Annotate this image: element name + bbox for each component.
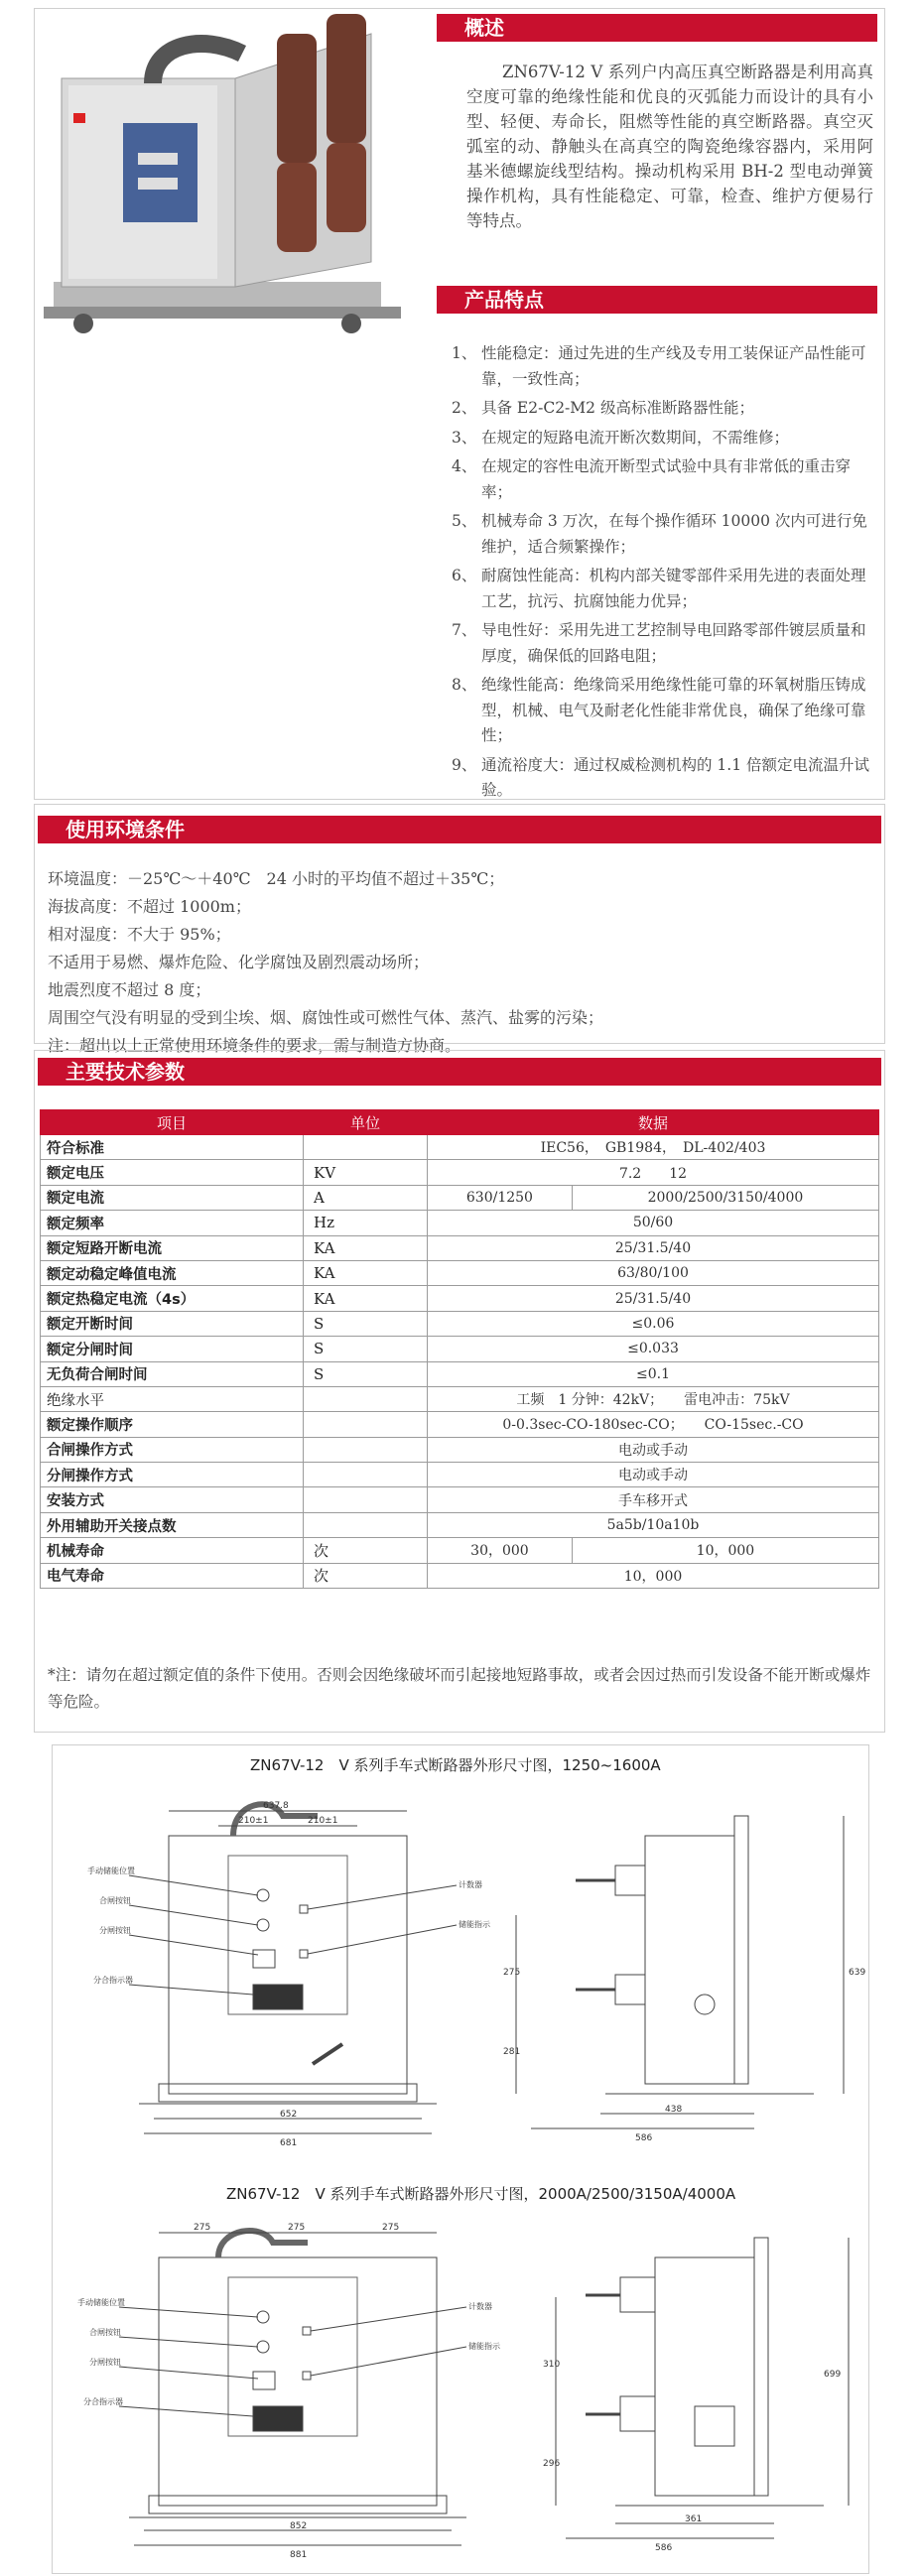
dim-span1: 210±1 <box>238 1816 269 1826</box>
spec-value: ≤0.06 <box>428 1311 879 1336</box>
spec-unit: S <box>304 1361 428 1386</box>
env-line: 不适用于易燃、爆炸危险、化学腐蚀及剧烈震动场所； <box>48 953 430 971</box>
dim-width2: 681 <box>280 2138 298 2148</box>
feature-item: 1、 性能稳定：通过先进的生产线及专用工装保证产品性能可靠，一致性高； <box>452 344 866 388</box>
label2-close-button: 合闸按钮 <box>89 2328 121 2337</box>
spec-value: 10，000 <box>572 1538 878 1563</box>
label2-storage-indicator: 储能指示 <box>468 2342 500 2351</box>
table-row <box>41 1412 879 1437</box>
spec-unit <box>304 1135 428 1160</box>
spec-value: 50/60 <box>428 1211 879 1235</box>
spec-name: 额定开断时间 <box>41 1311 304 1336</box>
spec-value: 0-0.3sec-CO-180sec-CO； CO-15sec.-CO <box>428 1412 879 1437</box>
spec-value: 电动或手动 <box>428 1437 879 1462</box>
spec-value: 25/31.5/40 <box>428 1286 879 1311</box>
feature-item: 4、 在规定的容性电流开断型式试验中具有非常低的重击穿率； <box>452 457 852 501</box>
table-row <box>41 1361 879 1386</box>
table-row <box>41 1512 879 1537</box>
drawing-title-2: ZN67V-12 V 系列手车式断路器外形尺寸图，2000A/2500/3150A/4000A <box>226 2185 736 2203</box>
table-row <box>41 1286 879 1311</box>
dim-width1: 652 <box>280 2110 298 2120</box>
spec-name: 额定电压 <box>41 1160 304 1185</box>
side-width1: 438 <box>665 2105 683 2115</box>
table-row <box>41 1437 879 1462</box>
feature-item: 5、 机械寿命 3 万次，在每个操作循环 10000 次内可进行免维护，适合频繁操作； <box>452 512 867 556</box>
spec-unit: KV <box>304 1160 428 1185</box>
dim2-s2: 275 <box>288 2223 306 2233</box>
env-line: 周围空气没有明显的受到尘埃、烟、腐蚀性或可燃性气体、蒸汽、盐雾的污染； <box>48 1008 604 1027</box>
side2-width1: 361 <box>685 2514 703 2524</box>
spec-unit <box>304 1512 428 1537</box>
table-row <box>41 1487 879 1512</box>
spec-name: 合闸操作方式 <box>41 1437 304 1462</box>
spec-unit: KA <box>304 1286 428 1311</box>
specs-note: *注：请勿在超过额定值的条件下使用。否则会因绝缘破坏而引起接地短路事故，或者会因过热而引发设备不能开断或爆炸等危险。 <box>48 1666 871 1711</box>
specs-heading-bar <box>38 1058 881 1086</box>
table-row <box>41 1211 879 1235</box>
env-line: 海拔高度：不超过 1000m； <box>48 897 251 916</box>
overview-intro: ZN67V-12 V 系列户内高压真空断路器是利用高真空度可靠的绝缘性能和优良的灭弧能力而设计的具有小型、轻便、寿命长，阻燃等性能的真空断路器。真空灭弧室的动、静触头在高真空的陶瓷绝缘容器内，采用阿基米德螺旋线型结构。操动机构采用 BH-2 型电动弹簧操作机构，具有性能稳定、可靠，检查、维护方便易行等特点。 <box>466 63 873 230</box>
spec-name: 额定分闸时间 <box>41 1337 304 1361</box>
dimension-drawing-2 <box>60 2208 863 2565</box>
feature-item: 7、 导电性好：采用先进工艺控制导电回路零部件镀层质量和厚度，确保低的回路电阻； <box>452 621 866 665</box>
table-row <box>41 1160 879 1185</box>
spec-unit: S <box>304 1311 428 1336</box>
side2-height1: 310 <box>543 2360 561 2370</box>
env-line: 注：超出以上正常使用环境条件的要求，需与制造方协商。 <box>48 1036 461 1055</box>
spec-name: 电气寿命 <box>41 1563 304 1588</box>
spec-name: 绝缘水平 <box>41 1386 304 1411</box>
spec-unit <box>304 1412 428 1437</box>
environment-heading: 使用环境条件 <box>66 818 185 841</box>
side2-height2: 296 <box>543 2459 561 2469</box>
spec-name: 分闸操作方式 <box>41 1463 304 1487</box>
env-line: 相对湿度：不大于 95%； <box>48 925 231 944</box>
table-row <box>41 1563 879 1588</box>
overview-heading-bar <box>437 14 877 42</box>
label-close-button: 合闸按钮 <box>99 1896 131 1905</box>
spec-unit: 次 <box>304 1538 428 1563</box>
label2-indicator: 分合指示器 <box>83 2397 123 2406</box>
spec-value: ≤0.1 <box>428 1361 879 1386</box>
spec-unit: KA <box>304 1260 428 1285</box>
spec-value: 2000/2500/3150/4000 <box>572 1185 878 1210</box>
feature-item: 8、 绝缘性能高：绝缘筒采用绝缘性能可靠的环氧树脂压铸成型，机械、电气及耐老化性能非常优良，确保了绝缘可靠性； <box>452 676 866 744</box>
spec-name: 额定频率 <box>41 1211 304 1235</box>
label2-open-button: 分闸按钮 <box>89 2358 121 2367</box>
specs-heading: 主要技术参数 <box>66 1060 185 1084</box>
overview-heading: 概述 <box>464 16 504 40</box>
dim-span2: 210±1 <box>308 1816 338 1826</box>
label-storage-indicator: 储能指示 <box>459 1920 490 1929</box>
features-heading-bar <box>437 286 877 314</box>
feature-item: 9、 通流裕度大：通过权威检测机构的 1.1 倍额定电流温升试验。 <box>452 755 870 799</box>
table-row <box>41 1185 879 1210</box>
spec-name: 额定热稳定电流（4s） <box>41 1286 304 1311</box>
spec-value: 10，000 <box>428 1563 879 1588</box>
spec-unit: KA <box>304 1235 428 1260</box>
col-item: 项目 <box>41 1110 304 1135</box>
spec-value: 手车移开式 <box>428 1487 879 1512</box>
spec-value: 工频 1 分钟：42kV； 雷电冲击：75kV <box>428 1386 879 1411</box>
label-manual-storage: 手动储能位置 <box>87 1867 135 1875</box>
specs-table <box>40 1109 879 1589</box>
table-row <box>41 1235 879 1260</box>
table-row <box>41 1337 879 1361</box>
spec-value: 电动或手动 <box>428 1463 879 1487</box>
spec-value: IEC56， GB1984， DL-402/403 <box>428 1135 879 1160</box>
spec-unit <box>304 1487 428 1512</box>
environment-list <box>48 865 871 1060</box>
side-height1: 275 <box>503 1968 521 1978</box>
spec-name: 额定动稳定峰值电流 <box>41 1260 304 1285</box>
spec-value: 630/1250 <box>428 1185 573 1210</box>
spec-value: 30，000 <box>428 1538 573 1563</box>
spec-name: 机械寿命 <box>41 1538 304 1563</box>
col-data: 数据 <box>428 1110 879 1135</box>
table-row <box>41 1311 879 1336</box>
label-counter: 计数器 <box>459 1880 482 1889</box>
breaker-product-photo <box>44 14 431 341</box>
feature-item: 2、 具备 E2-C2-M2 级高标准断路器性能； <box>452 399 754 417</box>
spec-name: 无负荷合闸时间 <box>41 1361 304 1386</box>
environment-heading-bar <box>38 816 881 843</box>
dim-top: 637.8 <box>263 1801 289 1811</box>
table-row <box>41 1538 879 1563</box>
spec-name: 额定短路开断电流 <box>41 1235 304 1260</box>
spec-unit: 次 <box>304 1563 428 1588</box>
side-height2: 281 <box>503 2047 521 2057</box>
side-width2: 586 <box>635 2133 653 2143</box>
dim2-s3: 275 <box>382 2223 400 2233</box>
table-row <box>41 1135 879 1160</box>
spec-value: 7.2 12 <box>428 1160 879 1185</box>
spec-name: 额定操作顺序 <box>41 1412 304 1437</box>
drawing-title-1: ZN67V-12 V 系列手车式断路器外形尺寸图，1250~1600A <box>250 1756 661 1774</box>
label2-manual-storage: 手动储能位置 <box>77 2298 125 2307</box>
spec-name: 符合标准 <box>41 1135 304 1160</box>
spec-unit <box>304 1386 428 1411</box>
spec-value: ≤0.033 <box>428 1337 879 1361</box>
spec-unit <box>304 1437 428 1462</box>
feature-item: 6、 耐腐蚀性能高：机构内部关键零部件采用先进的表面处理工艺，抗污、抗腐蚀能力优异； <box>452 567 866 610</box>
spec-name: 安装方式 <box>41 1487 304 1512</box>
table-row <box>41 1386 879 1411</box>
spec-unit <box>304 1463 428 1487</box>
dim2-s1: 275 <box>194 2223 211 2233</box>
spec-unit: S <box>304 1337 428 1361</box>
features-heading: 产品特点 <box>464 288 544 312</box>
feature-item: 3、 在规定的短路电流开断次数期间，不需维修； <box>452 428 790 447</box>
spec-value: 5a5b/10a10b <box>428 1512 879 1537</box>
side-total: 639 <box>849 1968 866 1978</box>
side2-total: 699 <box>824 2370 842 2380</box>
spec-name: 外用辅助开关接点数 <box>41 1512 304 1537</box>
table-row <box>41 1260 879 1285</box>
spec-name: 额定电流 <box>41 1185 304 1210</box>
col-unit: 单位 <box>304 1110 428 1135</box>
specs-header-row <box>41 1110 879 1135</box>
spec-value: 25/31.5/40 <box>428 1235 879 1260</box>
spec-value: 63/80/100 <box>428 1260 879 1285</box>
features-list <box>452 341 878 808</box>
side2-width2: 586 <box>655 2543 673 2553</box>
label2-counter: 计数器 <box>468 2302 492 2311</box>
dimension-drawing-1 <box>60 1776 866 2173</box>
dim2-w2: 881 <box>290 2550 308 2560</box>
env-line: 地震烈度不超过 8 度； <box>48 980 211 999</box>
label-open-button: 分闸按钮 <box>99 1926 131 1935</box>
spec-unit: Hz <box>304 1211 428 1235</box>
table-row <box>41 1463 879 1487</box>
label-indicator: 分合指示器 <box>93 1976 133 1985</box>
env-line: 环境温度：－25℃～＋40℃ 24 小时的平均值不超过＋35℃； <box>48 869 505 888</box>
spec-unit: A <box>304 1185 428 1210</box>
dim2-w1: 852 <box>290 2521 308 2531</box>
